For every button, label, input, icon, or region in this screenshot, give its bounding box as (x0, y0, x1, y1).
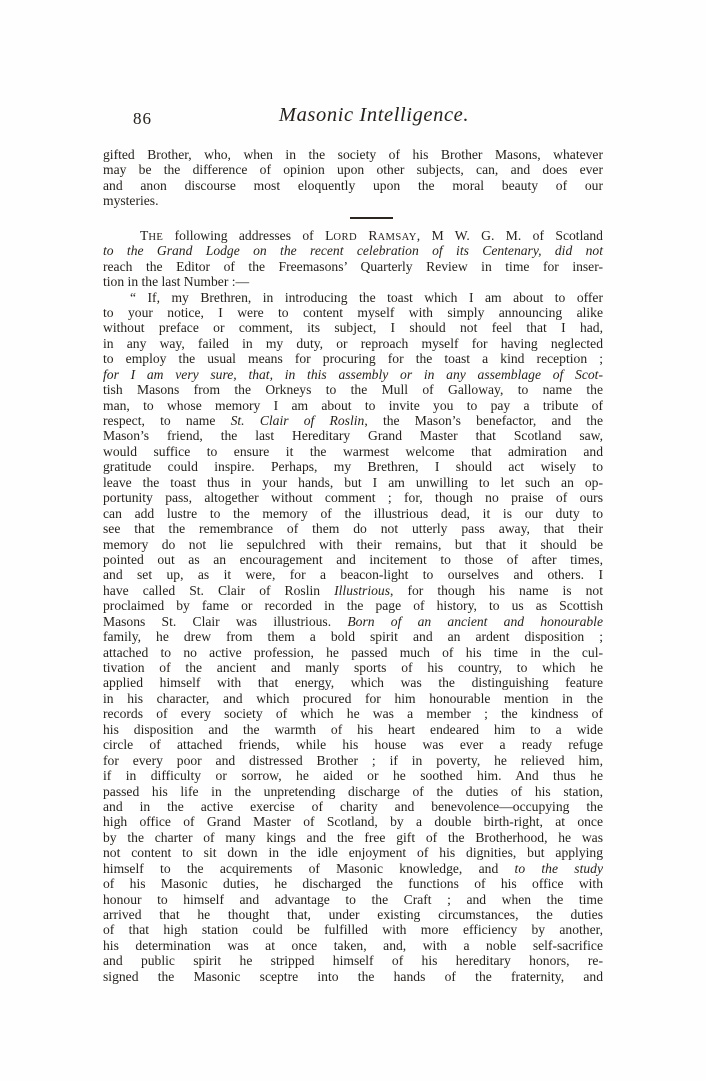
text-line (103, 876, 603, 891)
text-segment: pointed out as an encouragement and incitement to those of after times, (103, 551, 603, 567)
text-segment: high office of Grand Master of Scotland, by a double birth-right, at once (103, 814, 603, 830)
text-segment: attached to no active profession, he passed much of his time in the cul- (103, 644, 603, 660)
text-line (103, 552, 603, 567)
text-line (103, 583, 603, 598)
text-line (103, 428, 603, 443)
italic-text: for I am very sure, that, in this assembly or in any assemblage of Scot- (103, 366, 603, 382)
text-segment: reach the Editor of the Freemasons’ Quarterly Review in time for inser- (103, 258, 603, 274)
text-line (103, 753, 603, 768)
text-segment: , the Mason’s benefactor, and the (364, 413, 603, 428)
text-line (103, 953, 603, 968)
page-number: 86 (133, 109, 152, 128)
text-segment: to employ the usual means for procuring for the toast a kind reception ; (103, 351, 603, 367)
text-segment: honour to himself and advantage to the Craft ; and when the time (103, 891, 603, 907)
text-segment: signed the Masonic sceptre into the hands of the fraternity, and (103, 968, 603, 984)
text-line (103, 598, 603, 613)
text-segment: can add lustre to the memory of the illustrious dead, it is our duty to (103, 505, 603, 521)
text-line (103, 367, 603, 382)
text-line (103, 969, 603, 984)
text-line (103, 784, 603, 799)
text-line (103, 243, 603, 258)
text-line (103, 660, 603, 675)
text-segment: family, he drew from them a bold spirit and an ardent disposition ; (103, 629, 603, 645)
text-segment: not content to sit down in the idle enjoyment of his dignities, but applying (103, 845, 603, 861)
text-line (103, 938, 603, 953)
text-line (103, 614, 603, 629)
text-segment: memory do not lie sepulchred with their remains, but that it should be (103, 536, 603, 552)
text-segment: man, to whose memory I am about to invite you to pay a tribute of (103, 397, 603, 413)
italic-text: St. Clair of Roslin (230, 413, 365, 428)
text-segment: and in the active exercise of charity and benevolence—occupying the (103, 798, 603, 814)
text-segment: and anon discourse most eloquently upon the moral beauty of our (103, 177, 603, 193)
text-line (103, 691, 603, 706)
text-line (103, 259, 603, 274)
text-segment: in any way, failed in my duty, or reproach myself for having neglected (103, 335, 603, 351)
text-line (103, 675, 603, 690)
text-segment: tivation of the ancient and manly sports of his country, to which he (103, 660, 603, 675)
text-line (103, 830, 603, 845)
text-line (103, 768, 603, 783)
address-paragraph (103, 290, 603, 985)
text-line (103, 629, 603, 644)
text-segment: circle of attached friends, while his house was ever a ready refuge (103, 737, 603, 753)
text-segment: T (140, 227, 149, 243)
text-segment: “ If, my Brethren, in introducing the toast which I am about to offer (130, 289, 603, 305)
text-line (103, 147, 603, 162)
text-segment: passed his life in the unpretending discharge of the duties of his station, (103, 783, 603, 799)
text-line (103, 382, 603, 397)
text-segment: leave the toast thus in your hands, but I am unwilling to let such an op- (103, 474, 603, 490)
continuation-paragraph (103, 147, 603, 209)
text-line (103, 320, 603, 335)
text-line (103, 845, 603, 860)
text-line (103, 475, 603, 490)
italic-text: to the Grand Lodge on the recent celebration of its Centenary, did not (103, 243, 603, 259)
text-segment: records of every society of which he was a member ; the kindness of (103, 706, 603, 722)
section-divider (103, 209, 603, 228)
text-line (103, 567, 603, 582)
smallcaps-text: ORD (333, 231, 357, 243)
text-line (103, 799, 603, 814)
editorial-note-paragraph (103, 228, 603, 290)
text-line (103, 706, 603, 721)
text-segment: , for though his name is not (390, 582, 604, 598)
text-segment: if in difficulty or sorrow, he aided or he soothed him. And thus he (103, 768, 603, 784)
body-text (103, 147, 603, 984)
text-segment: and public spirit he stripped himself of his hereditary honors, re- (103, 953, 603, 969)
text-segment: proclaimed by fame or recorded in the page of history, to us as Scottish (103, 598, 603, 614)
text-line (103, 459, 603, 474)
text-line (103, 413, 603, 428)
text-segment: applied himself with that energy, which was the distinguishing feature (103, 675, 603, 691)
text-line (103, 645, 603, 660)
text-segment: without preface or comment, its subject, I should not feel that I had, (103, 320, 603, 336)
text-line (103, 892, 603, 907)
text-segment: to your notice, I were to content myself with simply announcing alike (103, 304, 603, 320)
text-line (103, 907, 603, 922)
text-segment: respect, to name (103, 413, 231, 428)
text-line (103, 351, 603, 366)
text-segment: have called St. Clair of Roslin (103, 582, 335, 598)
text-segment: his disposition and the warmth of his heart endeared him to a wide (103, 721, 603, 737)
text-line (103, 722, 603, 737)
text-segment: gifted Brother, who, when in the society of his Brother Masons, whatever (103, 147, 603, 162)
text-line (103, 228, 603, 243)
text-segment: his determination was at once taken, and, with a noble self-sacrifice (103, 937, 603, 953)
text-segment: portunity pass, altogether without comment ; for, though no praise of ours (103, 490, 603, 506)
text-line (103, 506, 603, 521)
text-segment: mysteries. (103, 193, 159, 209)
text-segment: of his Masonic duties, he discharged the functions of his office with (103, 876, 603, 892)
text-line (103, 537, 603, 552)
text-line (103, 336, 603, 351)
text-segment: tish Masons from the Orkneys to the Mull of Galloway, to name the (103, 382, 603, 398)
text-line (103, 193, 603, 208)
text-segment: for every poor and distressed Brother ; if in poverty, he relieved him, (103, 752, 603, 768)
smallcaps-text: HE (148, 231, 164, 243)
text-segment: see that the remembrance of them do not utterly pass away, that their (103, 521, 603, 537)
text-segment: arrived that he thought that, under existing circumstances, the duties (103, 907, 603, 922)
smallcaps-text: AMSAY (377, 231, 417, 243)
text-line (103, 162, 603, 177)
italic-text: Born of an ancient and honourable (347, 613, 603, 629)
text-line (103, 737, 603, 752)
text-line (103, 398, 603, 413)
text-line (103, 521, 603, 536)
text-segment: R (357, 227, 378, 243)
text-line (103, 178, 603, 193)
text-segment: and set up, as it were, for a beacon-light to ourselves and others. I (103, 567, 603, 583)
text-segment: of that high station could be fulfilled with more efficiency by another, (103, 922, 603, 938)
text-line (103, 274, 603, 289)
italic-text: Illustrious (334, 582, 391, 598)
text-line (103, 861, 603, 876)
text-segment: gratitude could inspire. Perhaps, my Brethren, I should act wisely to (103, 459, 603, 475)
running-title: Masonic Intelligence. (278, 104, 470, 126)
text-segment: would suffice to ensure it the warmest welcome that admiration and (103, 443, 603, 459)
divider-rule (350, 217, 393, 219)
text-segment: following addresses of L (163, 227, 334, 243)
italic-text: to the study (514, 860, 603, 876)
text-segment: tion in the last Number :— (103, 274, 250, 290)
text-line (103, 814, 603, 829)
text-segment: Mason’s friend, the last Hereditary Grand Master that Scotland saw, (103, 428, 603, 444)
text-segment: by the charter of many kings and the free gift of the Brotherhood, he was (103, 829, 603, 845)
text-segment: Masons St. Clair was illustrious. (103, 613, 348, 629)
text-segment: may be the difference of opinion upon other subjects, can, and does ever (103, 162, 603, 178)
text-segment: , M W. G. M. of Scotland (416, 227, 603, 243)
text-segment: in his character, and which procured for him honourable mention in the (103, 690, 603, 706)
text-line (103, 922, 603, 937)
text-line (103, 444, 603, 459)
text-line (103, 490, 603, 505)
text-line (103, 305, 603, 320)
text-segment: himself to the acquirements of Masonic knowledge, and (103, 860, 515, 876)
text-line (103, 290, 603, 305)
